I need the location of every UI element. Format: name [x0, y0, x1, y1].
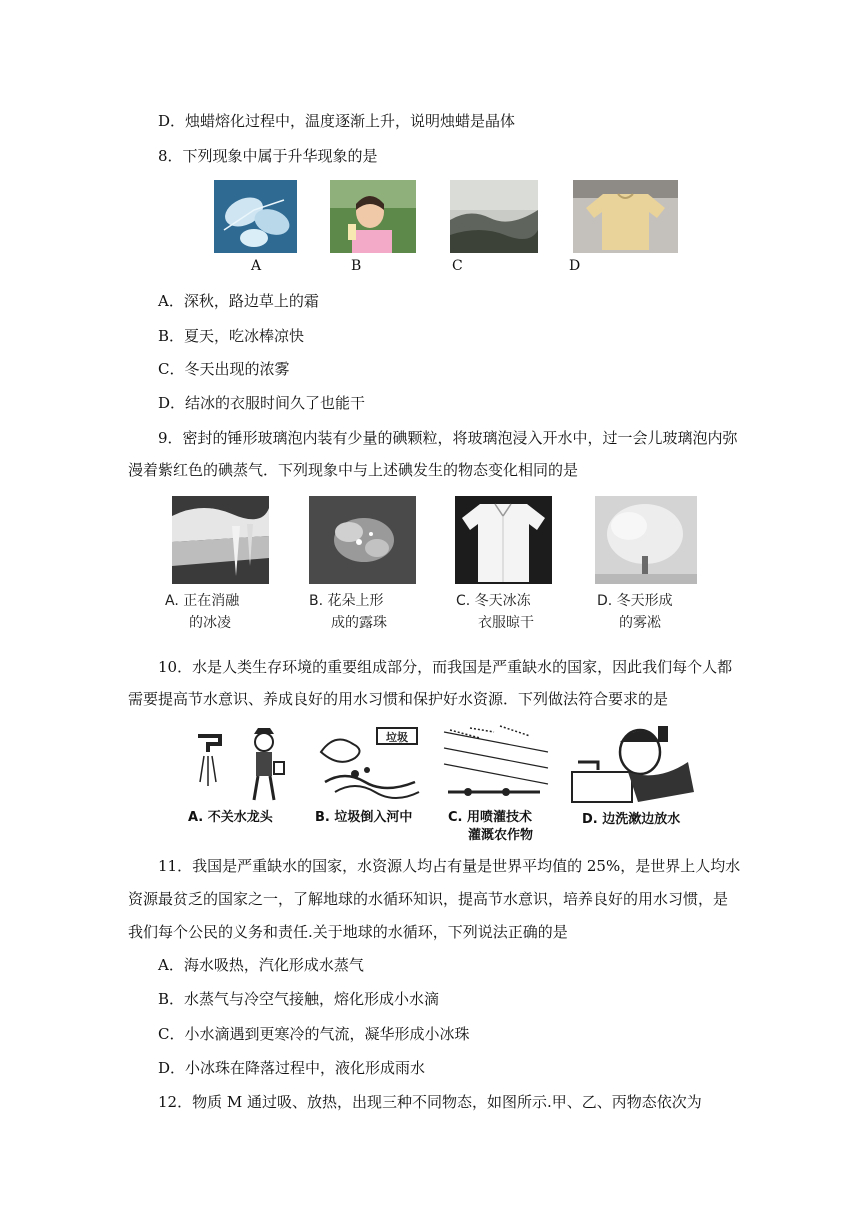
q10-caption-c-line1: C. 用喷灌技术 [448, 810, 533, 825]
q10-image-b-trash-in-river [315, 722, 422, 806]
q9-caption-a-line2: 的冰凌 [189, 615, 231, 631]
q9-image-c-frozen-shirt [455, 496, 552, 584]
q11-stem-line2: 资源最贫乏的国家之一，了解地球的水循环知识，提高节水意识，培养良好的用水习惯，是 [128, 890, 729, 908]
q11-stem-line3: 我们每个公民的义务和责任.关于地球的水循环，下列说法正确的是 [128, 923, 568, 941]
q8-label-b: B [351, 258, 362, 274]
q9-caption-c-line2: 衣服晾干 [478, 615, 534, 631]
q11-option-c: C．小水滴遇到更寒冷的气流，凝华形成小冰珠 [158, 1025, 470, 1043]
q9-caption-c [456, 590, 534, 634]
q9-caption-b-line1: B. 花朵上形 [309, 593, 384, 609]
q10-trash-sign-text: 垃圾 [386, 731, 408, 744]
q9-caption-d [597, 590, 673, 634]
q12-stem: 12．物质 M 通过吸、放热，出现三种不同物态，如图所示.甲、乙、丙物态依次为 [158, 1093, 702, 1111]
q10-image-c-sprinkler-irrigation [440, 722, 553, 806]
q9-stem-line2: 漫着紫红色的碘蒸气．下列现象中与上述碘发生的物态变化相同的是 [128, 461, 579, 479]
q11-option-a: A．海水吸热，汽化形成水蒸气 [158, 956, 364, 974]
q9-caption-d-line1: D. 冬天形成 [597, 593, 673, 609]
q10-stem-line1: 10．水是人类生存环境的重要组成部分，而我国是严重缺水的国家，因此我们每个人都 [158, 658, 733, 676]
q8-image-b-girl-eating-popsicle [330, 180, 416, 253]
q7-option-d: D．烛蜡熔化过程中，温度逐渐上升，说明烛蜡是晶体 [158, 112, 516, 130]
q11-option-d: D．小冰珠在降落过程中，液化形成雨水 [158, 1059, 426, 1077]
q8-option-d: D．结冰的衣服时间久了也能干 [158, 394, 366, 412]
q9-caption-c-line1: C. 冬天冰冻 [456, 593, 531, 609]
q8-label-a: A [251, 258, 262, 274]
q9-caption-b [309, 590, 387, 634]
q8-option-c: C．冬天出现的浓雾 [158, 360, 290, 378]
q9-image-d-rime-tree [595, 496, 697, 584]
q9-image-b-dew-on-flower [309, 496, 416, 584]
q9-caption-b-line2: 成的露珠 [331, 615, 387, 631]
q9-stem-line1: 9．密封的锤形玻璃泡内装有少量的碘颗粒，将玻璃泡浸入开水中，过一会儿玻璃泡内弥 [158, 429, 738, 447]
q9-image-a-melting-icicles [172, 496, 269, 584]
q8-option-b: B．夏天，吃冰棒凉快 [158, 327, 305, 345]
q10-caption-d: D. 边洗漱边放水 [582, 812, 681, 827]
q8-image-c-fog [450, 180, 538, 253]
q10-stem-line2: 需要提高节水意识、养成良好的用水习惯和保护好水资源．下列做法符合要求的是 [128, 690, 669, 708]
q10-image-d-running-water-while-washing [568, 722, 698, 806]
q10-caption-a: A. 不关水龙头 [188, 810, 273, 825]
q8-image-a-frost-leaves [214, 180, 297, 253]
q8-label-c: C [452, 258, 463, 274]
q8-label-d: D [569, 258, 581, 274]
q10-caption-c-line2: 灌溉农作物 [468, 828, 534, 843]
q11-stem-line1: 11．我国是严重缺水的国家，水资源人均占有量是世界平均值的 25%，是世界上人均水 [158, 857, 741, 875]
q8-stem: 8．下列现象中属于升华现象的是 [158, 147, 378, 165]
q8-option-a: A．深秋，路边草上的霜 [158, 292, 319, 310]
q9-caption-a [165, 590, 239, 634]
q11-option-b: B．水蒸气与冷空气接触，熔化形成小水滴 [158, 990, 440, 1008]
q9-caption-a-line1: A. 正在消融 [165, 593, 240, 609]
q8-image-d-frozen-sweater [573, 180, 678, 253]
q9-caption-d-line2: 的雾凇 [619, 615, 661, 631]
q10-image-a-running-tap [190, 722, 294, 806]
q10-caption-b: B. 垃圾倒入河中 [315, 810, 413, 825]
